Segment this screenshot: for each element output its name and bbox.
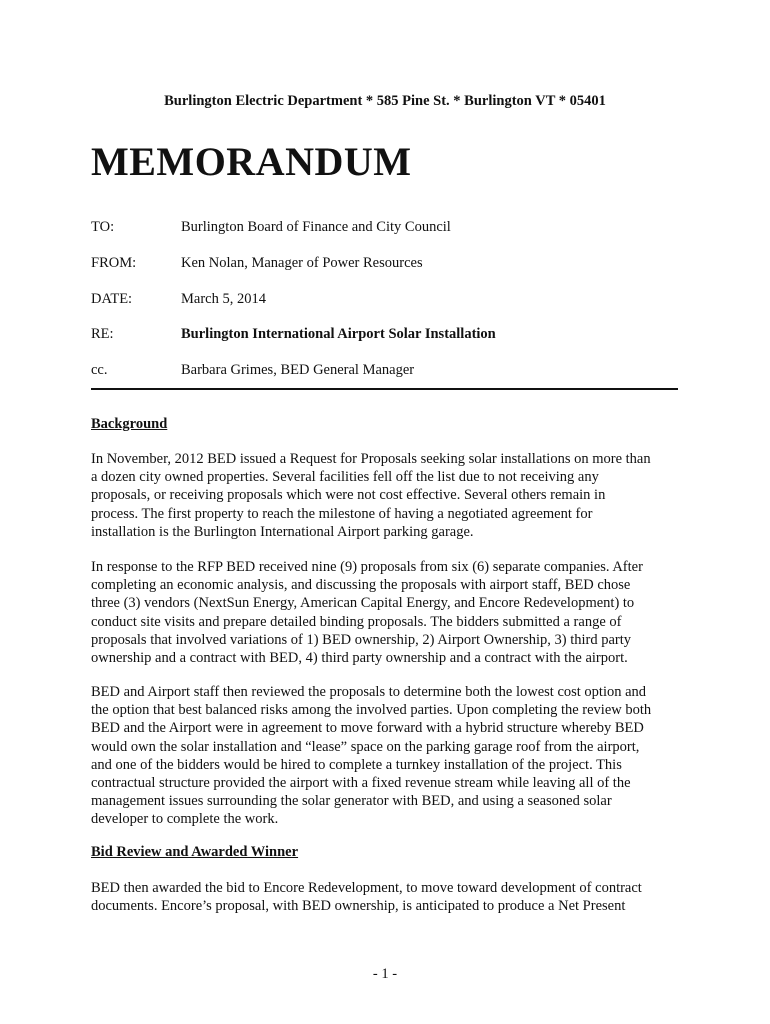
text-line: a dozen city owned properties. Several facilities fell off the list due to not receiving any [91,469,599,486]
header-label: TO: [91,219,115,235]
header-value-subject: Burlington International Airport Solar Installation [181,326,496,342]
header-label: RE: [91,326,114,342]
text-line: process. The first property to reach the milestone of having a negotiated agreement for [91,505,593,522]
text-line: and one of the bidders would be hired to complete a turnkey installation of the project. This [91,756,622,773]
header-label: DATE: [91,291,133,307]
text-line: documents. Encore’s proposal, with BED ownership, is anticipated to produce a Net Present [91,898,626,915]
header-value: March 5, 2014 [181,291,266,307]
header-divider [91,388,678,390]
text-line: ownership and a contract with BED, 4) third party ownership and a contract with the airport. [91,650,628,667]
paragraph [91,683,678,829]
text-line: the option that best balanced risks among the involved parties. Upon completing the review both [91,702,652,719]
text-line: three (3) vendors (NextSun Energy, American Capital Energy, and Encore Redevelopment) to [91,595,635,612]
paragraph [91,450,678,541]
paragraph [91,558,678,667]
page-number: - 1 - [372,966,398,982]
section-heading-bid-review: Bid Review and Awarded Winner [91,844,299,860]
text-line: conduct site visits and prepare detailed binding proposals. The bidders submitted a range of [91,613,622,630]
text-line: proposals, or receiving proposals which were not cost effective. Several others remain in [91,487,606,504]
paragraph [91,879,678,915]
text-line: management issues surrounding the solar generator with BED, and using a seasoned solar [91,793,612,810]
header-value: Burlington Board of Finance and City Council [181,219,451,235]
memo-title: MEMORANDUM [91,139,412,184]
text-line: installation is the Burlington International Airport parking garage. [91,523,474,540]
text-line: completing an economic analysis, and discussing the proposals with airport staff, BED chose [91,577,631,594]
text-line: BED and Airport staff then reviewed the proposals to determine both the lowest cost option and [91,684,647,700]
section-heading-background: Background [91,416,168,432]
text-line: BED then awarded the bid to Encore Redevelopment, to move toward development of contract [91,880,642,896]
text-line: proposals that involved variations of 1) BED ownership, 2) Airport Ownership, 3) third party [91,631,632,648]
text-line: In response to the RFP BED received nine (9) proposals from six (6) separate companies. After [91,559,643,575]
header-value: Barbara Grimes, BED General Manager [181,362,415,378]
text-line: developer to complete the work. [91,811,279,828]
text-line: In November, 2012 BED issued a Request for Proposals seeking solar installations on more than [91,451,651,467]
letterhead: Burlington Electric Department * 585 Pine St. * Burlington VT * 05401 [164,93,606,109]
header-value: Ken Nolan, Manager of Power Resources [181,255,423,271]
text-line: would own the solar installation and “lease” space on the parking garage roof from the airport, [91,738,640,755]
text-line: contractual structure provided the airport with a fixed revenue stream while leaving all of the [91,775,631,792]
header-label: FROM: [91,255,137,271]
text-line: BED and the Airport were in agreement to move forward with a hybrid structure whereby BED [91,720,644,737]
header-label: cc. [91,362,108,378]
